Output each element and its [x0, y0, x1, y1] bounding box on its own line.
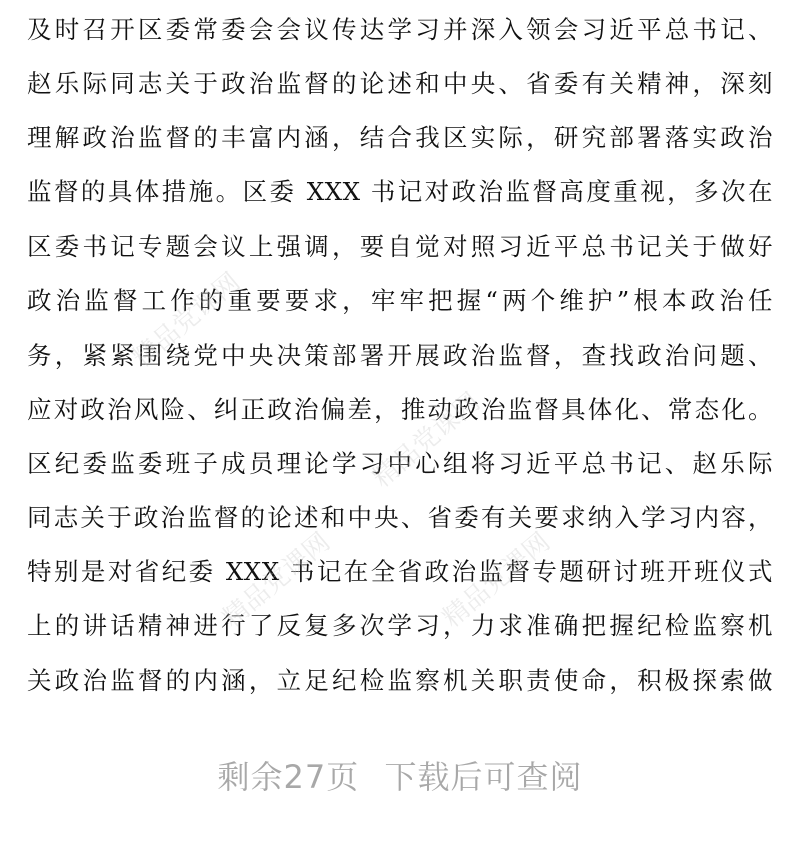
text-line: 赵乐际同志关于政治监督的论述和中央、省委有关精神，深刻: [27, 69, 773, 98]
text-line: 关政治监督的内涵，立足纪检监察机关职责使命，积极探索做: [27, 666, 773, 695]
text-line: 理解政治监督的丰富内涵，结合我区实际，研究部署落实政治: [27, 123, 773, 152]
text-line: 务，紧紧围绕党中央决策部署开展政治监督，查找政治问题、: [27, 341, 773, 370]
text-line: 区委书记专题会议上强调，要自觉对照习近平总书记关于做好: [27, 232, 773, 261]
watermark: 精品党课网: [127, 267, 247, 374]
text-line: 监督的具体措施。区委 XXX 书记对政治监督高度重视，多次在: [27, 177, 773, 206]
text-line: 应对政治风险、纠正政治偏差，推动政治监督具体化、常态化。: [27, 395, 773, 424]
watermark: 精品党课网: [367, 387, 487, 494]
text-line: 特别是对省纪委 XXX 书记在全省政治监督专题研讨班开班仪式: [27, 557, 773, 586]
watermark: 精品党课网: [217, 527, 337, 634]
text-line: 同志关于政治监督的论述和中央、省委有关要求纳入学习内容，: [27, 503, 773, 532]
text-line: 上的讲话精神进行了反复多次学习，力求准确把握纪检监察机: [27, 611, 773, 640]
text-line: 及时召开区委常委会会议传达学习并深入领会习近平总书记、: [27, 15, 773, 44]
text-line: 政治监督工作的重要要求，牢牢把握“两个维护”根本政治任: [27, 286, 773, 315]
remaining-pages-notice[interactable]: 剩余27页 下载后可查阅: [217, 758, 583, 796]
watermark: 精品党课网: [437, 527, 557, 634]
text-line: 区纪委监委班子成员理论学习中心组将习近平总书记、赵乐际: [27, 449, 773, 478]
